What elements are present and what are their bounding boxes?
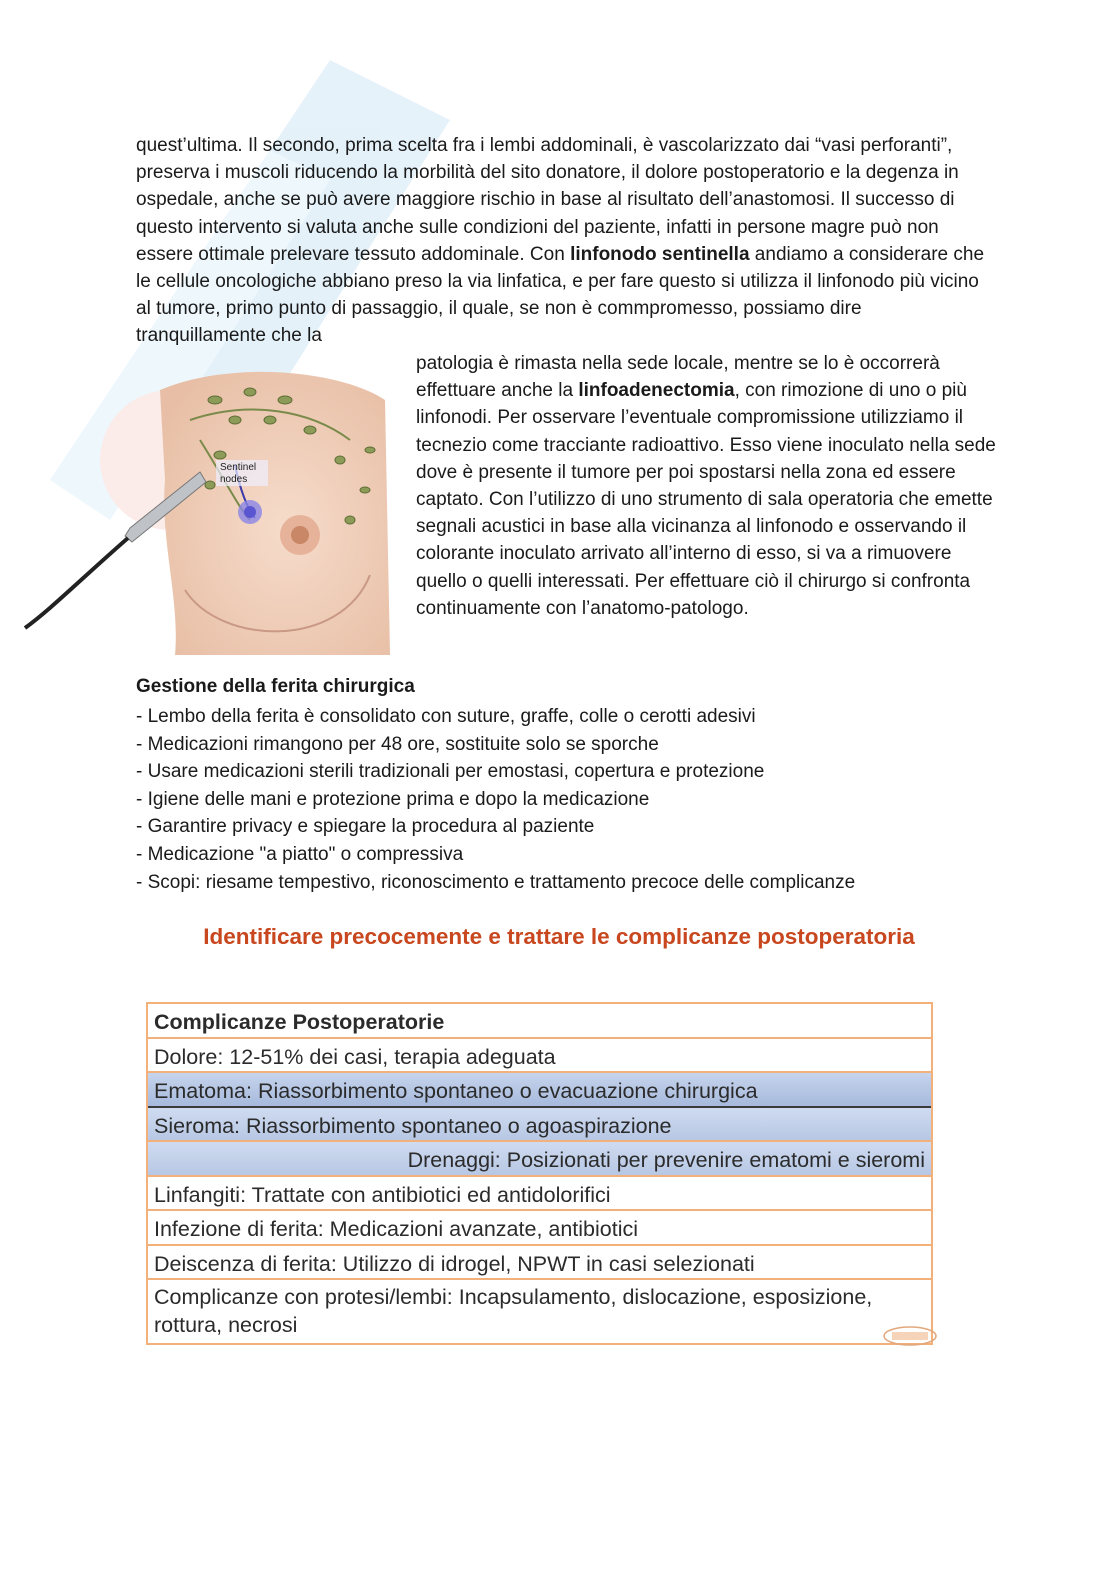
list-item: - Lembo della ferita è consolidato con suture, graffe, colle o cerotti adesivi: [136, 706, 756, 727]
table-row: Complicanze con protesi/lembi: Incapsulamento, dislocazione, esposizione, rottura, necrosi: [154, 1285, 873, 1337]
list-item: - Scopi: riesame tempestivo, riconoscimento e trattamento precoce delle complicanze: [136, 871, 856, 893]
table-row: Ematoma: Riassorbimento spontaneo o evacuazione chirurgica: [148, 1073, 931, 1108]
slide-logo-icon: [882, 1322, 938, 1346]
term-linfoadenectomia: linfoadenectomia: [578, 380, 735, 402]
term-linfonodo-sentinella: linfonodo sentinella: [570, 243, 750, 265]
figure-label-line1: Sentinel: [220, 462, 257, 473]
table-header: Complicanze Postoperatorie: [148, 1004, 931, 1039]
wound-care-list: [136, 703, 855, 896]
list-item: - Igiene delle mani e protezione prima e dopo la medicazione: [136, 788, 650, 810]
list-item: - Garantire privacy e spiegare la procedura al paziente: [136, 816, 595, 838]
table-row: Linfangiti: Trattate con antibiotici ed antidolorifici: [148, 1177, 931, 1212]
sentinel-node-illustration: [10, 360, 405, 655]
table-row: Deiscenza di ferita: Utilizzo di idrogel, NPWT in casi selezionati: [148, 1246, 931, 1281]
figure-label-line2: nodes: [220, 474, 248, 485]
table-row: Sieroma: Riassorbimento spontaneo o agoaspirazione: [148, 1108, 931, 1143]
wrapped-paragraph: patologia è rimasta nella sede locale, mentre se lo è occorrerà effettuare anche la linfoadenectomia, con rimozione di uno o più linfonodi. Per osservare l’eventuale compromissione utilizziamo il tecnezio come tracciante radioattivo. Esso viene inoculato nella sede dove è presente il tumore per poi spostarsi nella zona ed essere captato. Con l’utilizzo di uno strumento di sala operatoria che emette segnali acustici in base alla vicinanza al linfonodo e osservando il colorante inoculato arrivato all’interno di esso, si va a rimuovere quello o quelli interessati. Per effettuare ciò il chirurgo si confronta continuamente con l’anatomo-patologo.: [416, 353, 996, 619]
list-item: - Usare medicazioni sterili tradizionali per emostasi, copertura e protezione: [136, 761, 765, 783]
section-title: Gestione della ferita chirurgica: [136, 676, 415, 697]
slide-title: Identificare precocemente e trattare le complicanze postoperatoria: [203, 924, 915, 949]
table-row: Drenaggi: Posizionati per prevenire ematomi e sieromi: [148, 1142, 931, 1177]
list-item: - Medicazioni rimangono per 48 ore, sostituite solo se sporche: [136, 733, 659, 755]
table-row: Infezione di ferita: Medicazioni avanzate, antibiotici: [148, 1211, 931, 1246]
intro-paragraph: quest’ultima. Il secondo, prima scelta fra i lembi addominali, è vascolarizzato dai “vasi perforanti”, preserva i muscoli riducendo la morbilità del sito donatore, il dolore postoperatorio e la degenza in ospedale, anche se può avere maggiore rischio in base al risultato dell’anastomosi. Il successo di questo intervento si valuta anche sulle condizioni del paziente, infatti in persone magre può non essere ottimale prelevare tessuto addominale. Con linfonodo sentinella andiamo a considerare che le cellule oncologiche abbiano preso la via linfatica, e per fare questo si utilizza il linfonodo più vicino al tumore, primo punto di passaggio, il quale, se non è commpromesso, possiamo dire tranquillamente che la: [136, 135, 985, 347]
table-row: Dolore: 12-51% dei casi, terapia adeguata: [148, 1039, 931, 1074]
list-item: - Medicazione "a piatto" o compressiva: [136, 843, 464, 865]
complications-table: [146, 1002, 933, 1345]
